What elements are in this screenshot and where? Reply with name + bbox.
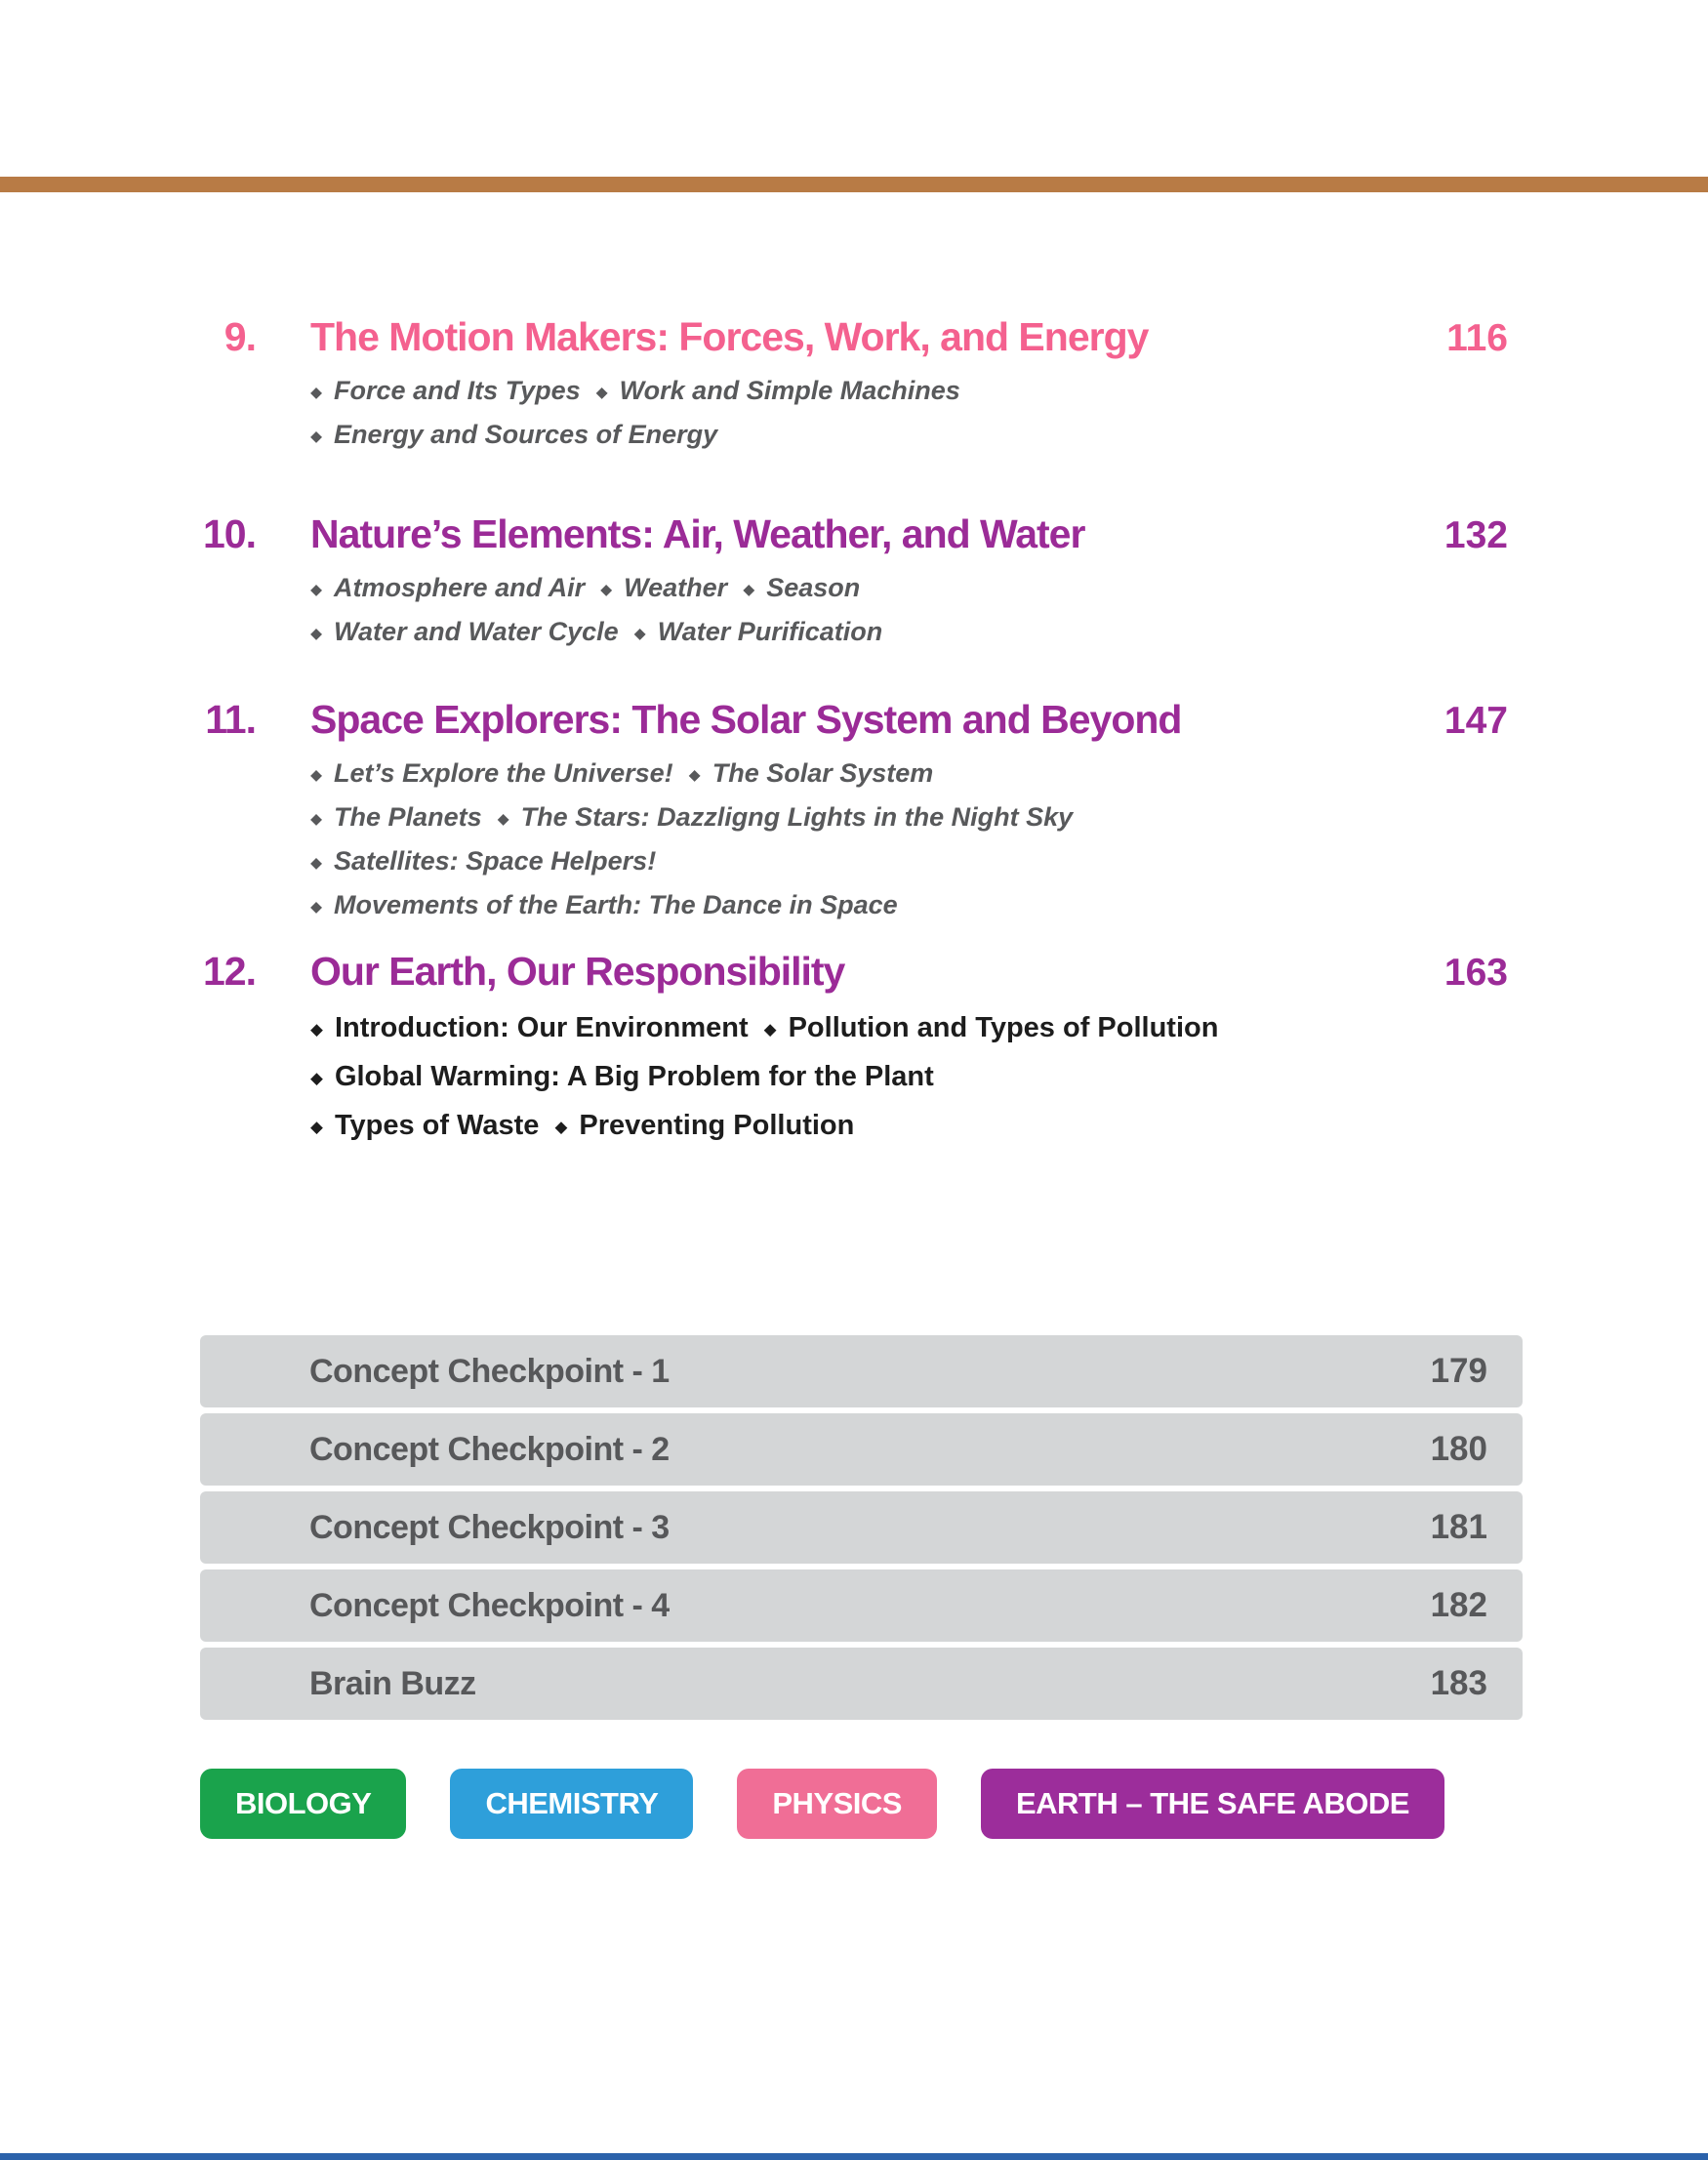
chapter-title-row[interactable] — [0, 697, 1508, 743]
diamond-bullet-icon: ◆ — [310, 1020, 323, 1039]
subtopic-line — [310, 753, 1508, 796]
chapter-title-row[interactable] — [0, 511, 1508, 557]
checkpoint-row[interactable] — [200, 1491, 1523, 1564]
chapter-title-row[interactable] — [0, 314, 1508, 360]
subject-badge[interactable] — [450, 1769, 693, 1839]
subtopic-line — [310, 370, 1508, 414]
checkpoint-label: Concept Checkpoint - 4 — [309, 1586, 670, 1624]
subtopic-item — [310, 890, 898, 919]
subtopic-label: Season — [766, 573, 861, 602]
subtopic-line — [310, 796, 1508, 840]
subtopic-line — [310, 567, 1508, 611]
diamond-bullet-icon: ◆ — [310, 767, 323, 784]
chapter-subtopics — [310, 1004, 1508, 1151]
subject-badge[interactable] — [981, 1769, 1444, 1839]
subtopic-item — [310, 1110, 539, 1141]
checkpoint-label: Concept Checkpoint - 3 — [309, 1508, 670, 1546]
chapter-entry[interactable] — [0, 949, 1508, 1151]
subtopic-label: Water and Water Cycle — [334, 617, 619, 646]
checkpoint-row[interactable] — [200, 1648, 1523, 1720]
diamond-bullet-icon: ◆ — [310, 385, 323, 401]
subject-badge-label: PHYSICS — [772, 1786, 902, 1820]
subtopic-label: Atmosphere and Air — [334, 573, 586, 602]
diamond-bullet-icon: ◆ — [595, 385, 608, 401]
diamond-bullet-icon: ◆ — [688, 767, 701, 784]
subtopic-label: The Solar System — [712, 758, 934, 788]
subject-badge-label: BIOLOGY — [235, 1786, 372, 1820]
subtopic-label: Weather — [624, 573, 728, 602]
subtopic-label: Types of Waste — [334, 1110, 540, 1141]
subtopic-label: Pollution and Types of Pollution — [788, 1012, 1219, 1043]
diamond-bullet-icon: ◆ — [554, 1118, 568, 1136]
diamond-bullet-icon: ◆ — [310, 899, 323, 916]
subtopic-item — [310, 1012, 749, 1043]
diamond-bullet-icon: ◆ — [310, 428, 323, 445]
subtopic-label: Movements of the Earth: The Dance in Space — [334, 890, 898, 919]
diamond-bullet-icon: ◆ — [310, 1118, 323, 1136]
chapter-page-number: 116 — [1446, 317, 1508, 359]
subtopic-label: The Stars: Dazzligng Lights in the Night Sky — [520, 802, 1074, 832]
chapter-page-number: 163 — [1444, 952, 1508, 994]
subtopic-line — [310, 1004, 1508, 1053]
diamond-bullet-icon: ◆ — [310, 811, 323, 828]
subtopic-item — [596, 376, 960, 405]
subtopic-label: Energy and Sources of Energy — [334, 420, 718, 449]
diamond-bullet-icon: ◆ — [310, 855, 323, 872]
subtopic-item — [310, 802, 482, 832]
subtopic-item — [689, 758, 934, 788]
subtopic-label: Water Purification — [657, 617, 883, 646]
checkpoint-row[interactable] — [200, 1335, 1523, 1407]
checkpoint-label: Concept Checkpoint - 1 — [309, 1352, 670, 1390]
subtopic-line — [310, 611, 1508, 655]
subtopic-item — [310, 376, 581, 405]
top-divider-bar — [0, 177, 1708, 192]
checkpoint-label: Concept Checkpoint - 2 — [309, 1430, 670, 1468]
bottom-divider-bar — [0, 2153, 1708, 2160]
subtopic-item — [743, 573, 860, 602]
chapter-number: 12. — [203, 949, 256, 994]
subtopic-label: Let’s Explore the Universe! — [334, 758, 673, 788]
chapter-title-row[interactable] — [0, 949, 1508, 995]
subtopic-label: Force and Its Types — [334, 376, 581, 405]
subtopic-item — [310, 573, 585, 602]
subtopic-label: Preventing Pollution — [579, 1110, 855, 1141]
subtopic-line — [310, 1102, 1508, 1151]
subtopic-item — [310, 617, 619, 646]
chapter-page-number: 147 — [1444, 700, 1508, 742]
checkpoint-page-number: 181 — [1430, 1508, 1487, 1546]
chapter-title: Our Earth, Our Responsibility — [310, 949, 845, 994]
subtopic-line — [310, 884, 1508, 928]
subtopic-item — [634, 617, 883, 646]
subject-badge-label: EARTH – THE SAFE ABODE — [1015, 1786, 1409, 1820]
chapter-subtopics — [310, 753, 1508, 928]
subject-badge[interactable] — [737, 1769, 937, 1839]
subtopic-item — [310, 846, 656, 876]
checkpoint-row[interactable] — [200, 1413, 1523, 1486]
subtopic-line — [310, 1053, 1508, 1102]
subtopic-item — [310, 1061, 934, 1092]
subtopic-item — [600, 573, 727, 602]
subtopic-label: The Planets — [334, 802, 482, 832]
checkpoint-label: Brain Buzz — [309, 1664, 476, 1702]
checkpoint-row[interactable] — [200, 1569, 1523, 1642]
chapter-number: 9. — [224, 314, 256, 359]
subtopic-label: Introduction: Our Environment — [334, 1012, 749, 1043]
checkpoint-page-number: 182 — [1430, 1586, 1487, 1624]
checkpoint-page-number: 179 — [1430, 1352, 1487, 1390]
chapter-title: Nature’s Elements: Air, Weather, and Water — [310, 511, 1085, 556]
diamond-bullet-icon: ◆ — [743, 582, 755, 598]
chapter-number: 11. — [205, 697, 256, 742]
diamond-bullet-icon: ◆ — [310, 582, 323, 598]
subtopic-label: Satellites: Space Helpers! — [334, 846, 657, 876]
subtopic-line — [310, 840, 1508, 884]
chapter-subtopics — [310, 370, 1508, 458]
diamond-bullet-icon: ◆ — [310, 626, 323, 642]
chapter-entry[interactable] — [0, 697, 1508, 928]
subtopic-label: Work and Simple Machines — [619, 376, 960, 405]
diamond-bullet-icon: ◆ — [763, 1020, 777, 1039]
diamond-bullet-icon: ◆ — [633, 626, 646, 642]
chapter-page-number: 132 — [1444, 514, 1508, 556]
subtopic-item — [498, 802, 1074, 832]
subject-badge-label: CHEMISTRY — [485, 1786, 659, 1820]
chapter-title: The Motion Makers: Forces, Work, and Energy — [310, 314, 1149, 359]
checkpoint-page-number: 183 — [1430, 1664, 1487, 1702]
chapter-subtopics — [310, 567, 1508, 655]
diamond-bullet-icon: ◆ — [497, 811, 509, 828]
subtopic-item — [310, 758, 673, 788]
checkpoint-page-number: 180 — [1430, 1430, 1487, 1468]
diamond-bullet-icon: ◆ — [600, 582, 613, 598]
checkpoint-list — [200, 1335, 1523, 1720]
subtopic-item — [310, 420, 717, 449]
chapter-entry[interactable] — [0, 314, 1508, 458]
subtopic-label: Global Warming: A Big Problem for the Plant — [334, 1061, 934, 1092]
subtopic-item — [554, 1110, 854, 1141]
subject-badge[interactable] — [200, 1769, 406, 1839]
chapter-title: Space Explorers: The Solar System and Beyond — [310, 697, 1182, 742]
subtopic-line — [310, 414, 1508, 458]
diamond-bullet-icon: ◆ — [310, 1069, 323, 1087]
subtopic-item — [764, 1012, 1219, 1043]
chapter-entry[interactable] — [0, 511, 1508, 655]
chapter-number: 10. — [203, 511, 256, 556]
subject-badges — [200, 1769, 1444, 1839]
